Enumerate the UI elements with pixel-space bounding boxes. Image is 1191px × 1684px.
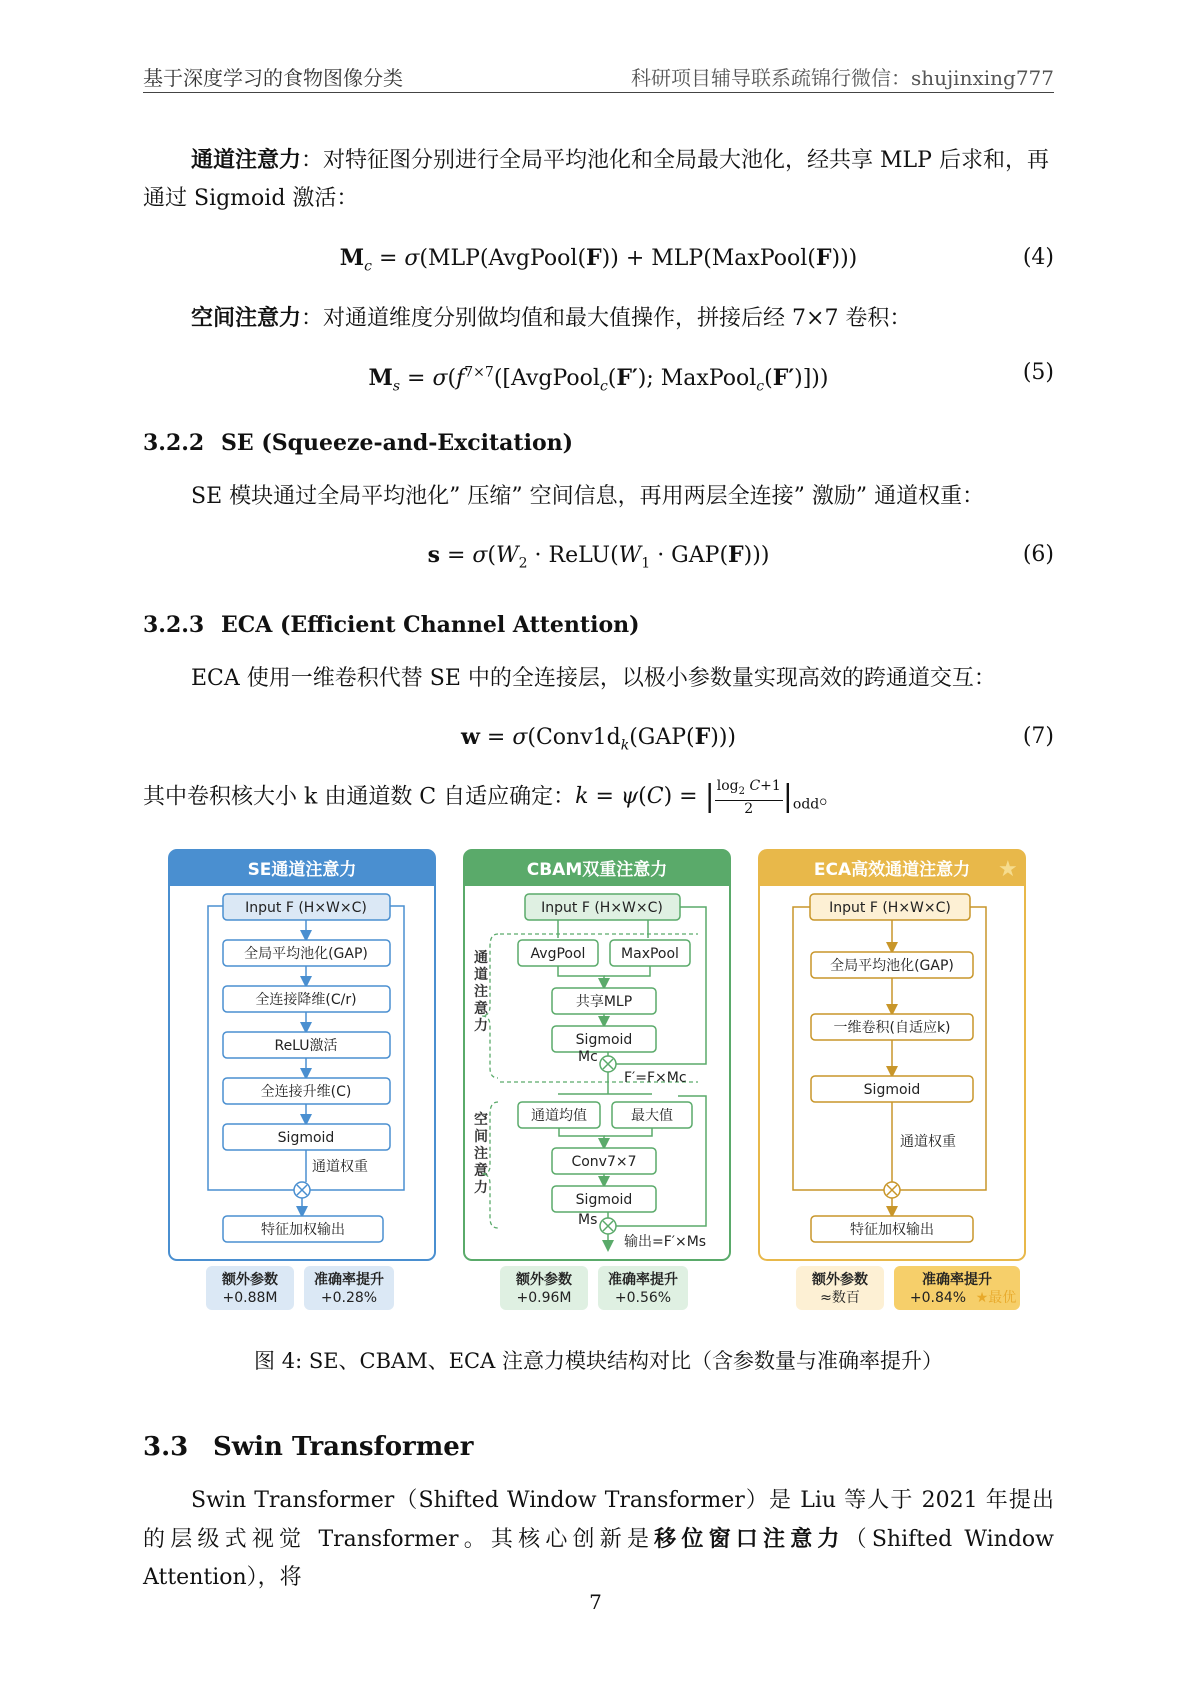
svg-text:最大值: 最大值: [631, 1108, 673, 1124]
cbam-spatial-side-label: 空间注意力: [474, 1112, 488, 1196]
cbam-max-box: [612, 1102, 692, 1128]
header-rule: [143, 92, 1054, 93]
cbam-multiply1-icon: [600, 1056, 616, 1072]
cbam-output-label: 输出=F′×Ms: [624, 1234, 707, 1250]
svg-text:Conv7×7: Conv7×7: [571, 1154, 637, 1170]
spatial-attention-label: 空间注意力: [191, 305, 302, 331]
cbam-mc-label: Mc: [578, 1049, 598, 1065]
svg-text:特征加权输出: 特征加权输出: [261, 1222, 345, 1238]
svg-text:+0.84%: +0.84%: [909, 1290, 967, 1306]
eca-multiply-icon: [884, 1182, 900, 1198]
svg-text:+0.56%: +0.56%: [614, 1290, 672, 1306]
eca-paragraph: ECA 使用一维卷积代替 SE 中的全连接层，以极小参数量实现高效的跨通道交互：: [191, 666, 996, 691]
equation-7-number: (7): [1022, 724, 1054, 749]
eca-param-badge: [796, 1266, 884, 1310]
equation-5: [143, 356, 1054, 395]
svg-text:ReLU激活: ReLU激活: [274, 1038, 338, 1054]
svg-text:全连接降维(C/r): 全连接降维(C/r): [255, 992, 357, 1008]
best-star-label: ★最优: [975, 1290, 1017, 1306]
kernel-size-text: 其中卷积核大小 k 由通道数 C 自适应确定：: [143, 784, 576, 810]
attention-modules-figure: [168, 846, 1026, 1314]
cbam-acc-badge: [598, 1266, 688, 1310]
equation-6-number: (6): [1022, 542, 1054, 567]
swin-bold-term: 移位窗口注意力: [654, 1526, 845, 1552]
cbam-maxpool-box: [610, 940, 690, 966]
svg-text:+0.28%: +0.28%: [320, 1290, 378, 1306]
section-title: Swin Transformer: [213, 1432, 474, 1462]
equation-5-number: (5): [1022, 360, 1054, 385]
svg-text:Sigmoid: Sigmoid: [863, 1082, 921, 1098]
eca-sigmoid-box: [811, 1076, 973, 1102]
channel-attention-label: 通道注意力: [191, 147, 302, 173]
section-number: 3.2.2: [143, 430, 205, 456]
section-3-2-3-heading: [143, 612, 640, 638]
running-header-contact: 科研项目辅导联系疏锦行微信：shujinxing777: [630, 66, 1054, 90]
equation-4: [143, 241, 1054, 275]
se-acc-badge: [304, 1266, 394, 1310]
svg-text:准确率提升: 准确率提升: [314, 1272, 384, 1288]
se-title: SE通道注意力: [247, 860, 357, 880]
section-title: SE (Squeeze-and-Excitation): [221, 430, 574, 456]
svg-text:共享MLP: 共享MLP: [575, 994, 633, 1010]
eca-acc-badge: [894, 1266, 1020, 1310]
se-sigmoid-box: [223, 1124, 390, 1150]
cbam-panel: [464, 850, 730, 1310]
cbam-avgpool-box: [518, 940, 598, 966]
cbam-conv-box: [552, 1148, 656, 1174]
se-output-box: [223, 1216, 383, 1242]
svg-text:准确率提升: 准确率提升: [922, 1272, 992, 1288]
swin-text-2: （Shifted Window Attention），将: [143, 1527, 1054, 1590]
cbam-input-box: [525, 894, 680, 920]
eca-panel: [759, 850, 1025, 1310]
page-number: 7: [589, 1590, 602, 1614]
cbam-sigmoid2-box: [552, 1186, 656, 1212]
equation-7: [143, 720, 1054, 754]
svg-text:一维卷积(自适应k): 一维卷积(自适应k): [833, 1020, 951, 1036]
se-fc-up-box: [223, 1078, 390, 1104]
svg-text:Input F (H×W×C): Input F (H×W×C): [245, 900, 367, 916]
eca-gap-box: [811, 952, 973, 978]
cbam-title: CBAM双重注意力: [526, 860, 668, 880]
svg-text:额外参数: 额外参数: [222, 1272, 278, 1288]
se-multiply-icon: [294, 1182, 310, 1198]
se-fc-down-box: [223, 986, 390, 1012]
eca-output-box: [811, 1216, 973, 1242]
eca-input-box: [810, 894, 970, 920]
se-weight-label: 通道权重: [312, 1159, 368, 1175]
section-3-3-heading: [143, 1432, 474, 1462]
se-param-badge: [206, 1266, 294, 1310]
se-input-box: [223, 894, 390, 920]
equation-7-body: $w = \sigma(Conv1d_k(GAP(F)))$: [460, 724, 737, 754]
svg-text:Input F (H×W×C): Input F (H×W×C): [829, 900, 951, 916]
kernel-size-formula: k = ψ(C) = | $\frac{\log_2 C+1}{2}$ $|_{odd}$。: [575, 778, 842, 817]
se-panel: [169, 850, 435, 1310]
swin-paragraph: [143, 1482, 1054, 1597]
equation-6: [143, 538, 1054, 572]
channel-attention-text: ：对特征图分别进行全局平均池化和全局最大池化，经共享 MLP 后求和，再通过 Sigmoid 激活：: [143, 148, 1049, 211]
channel-attention-paragraph: [143, 141, 1054, 218]
equation-5-body: $M_s$ = $\sigma(f^{7\times 7}([AvgPool_c(F')$; MaxPool$_c$(F′)])): [368, 365, 829, 395]
svg-text:通道均值: 通道均值: [531, 1108, 587, 1124]
se-gap-box: [223, 940, 390, 966]
section-number: 3.3: [143, 1432, 189, 1462]
svg-text:Sigmoid: Sigmoid: [575, 1192, 633, 1208]
figure-caption: 图 4: SE、CBAM、ECA 注意力模块结构对比（含参数量与准确率提升）: [254, 1349, 943, 1373]
svg-text:额外参数: 额外参数: [812, 1272, 868, 1288]
svg-text:MaxPool: MaxPool: [621, 946, 679, 962]
equation-4-number: (4): [1022, 245, 1054, 270]
se-paragraph: SE 模块通过全局平均池化” 压缩” 空间信息，再用两层全连接” 激励” 通道权重：: [191, 484, 985, 509]
svg-text:全连接升维(C): 全连接升维(C): [260, 1084, 352, 1100]
running-header-title: 基于深度学习的食物图像分类: [143, 66, 403, 90]
se-relu-box: [223, 1032, 390, 1058]
section-number: 3.2.3: [143, 612, 205, 638]
swin-text-1: Swin Transformer（Shifted Window Transformer）是 Liu 等人于 2021 年提出的层级式视觉 Transformer。其核心创新是: [143, 1488, 1054, 1552]
cbam-multiply2-icon: [600, 1218, 616, 1234]
equation-6-body: $s = \sigma(W_2$ · $ReLU(W_1 \cdot GAP(F))$): [427, 542, 770, 572]
svg-text:全局平均池化(GAP): 全局平均池化(GAP): [244, 946, 368, 962]
cbam-sigmoid1-box: [552, 1026, 656, 1052]
cbam-channel-side-label: 通道注意力: [474, 950, 488, 1034]
eca-conv1d-box: [811, 1014, 973, 1040]
spatial-attention-text: ：对通道维度分别做均值和最大值操作，拼接后经 7×7 卷积：: [301, 306, 912, 331]
spatial-attention-paragraph: [143, 299, 1054, 338]
section-title: ECA (Efficient Channel Attention): [221, 612, 640, 638]
equation-4-body: $M_c$ = σ(MLP(AvgPool(F)) + MLP(MaxPool(F))): [339, 245, 858, 275]
svg-text:≈数百: ≈数百: [820, 1290, 860, 1306]
svg-text:额外参数: 额外参数: [516, 1272, 572, 1288]
svg-text:全局平均池化(GAP): 全局平均池化(GAP): [830, 958, 954, 974]
svg-text:Input F (H×W×C): Input F (H×W×C): [541, 900, 663, 916]
svg-text:Sigmoid: Sigmoid: [575, 1032, 633, 1048]
cbam-mlp-box: [552, 988, 656, 1014]
section-3-2-2-heading: [143, 430, 573, 456]
star-icon: ★: [998, 857, 1018, 882]
kernel-size-paragraph: [143, 778, 1054, 824]
cbam-ms-label: Ms: [578, 1212, 598, 1228]
cbam-param-badge: [500, 1266, 588, 1310]
cbam-fprime-label: F′=F×Mc: [624, 1070, 687, 1086]
eca-weight-label: 通道权重: [900, 1134, 956, 1150]
svg-text:AvgPool: AvgPool: [530, 946, 586, 962]
svg-text:+0.96M: +0.96M: [516, 1290, 572, 1306]
cbam-mean-box: [518, 1102, 600, 1128]
svg-text:+0.88M: +0.88M: [222, 1290, 278, 1306]
svg-text:特征加权输出: 特征加权输出: [850, 1222, 934, 1238]
eca-title: ECA高效通道注意力: [813, 860, 971, 880]
svg-text:Sigmoid: Sigmoid: [277, 1130, 335, 1146]
svg-text:准确率提升: 准确率提升: [608, 1272, 678, 1288]
